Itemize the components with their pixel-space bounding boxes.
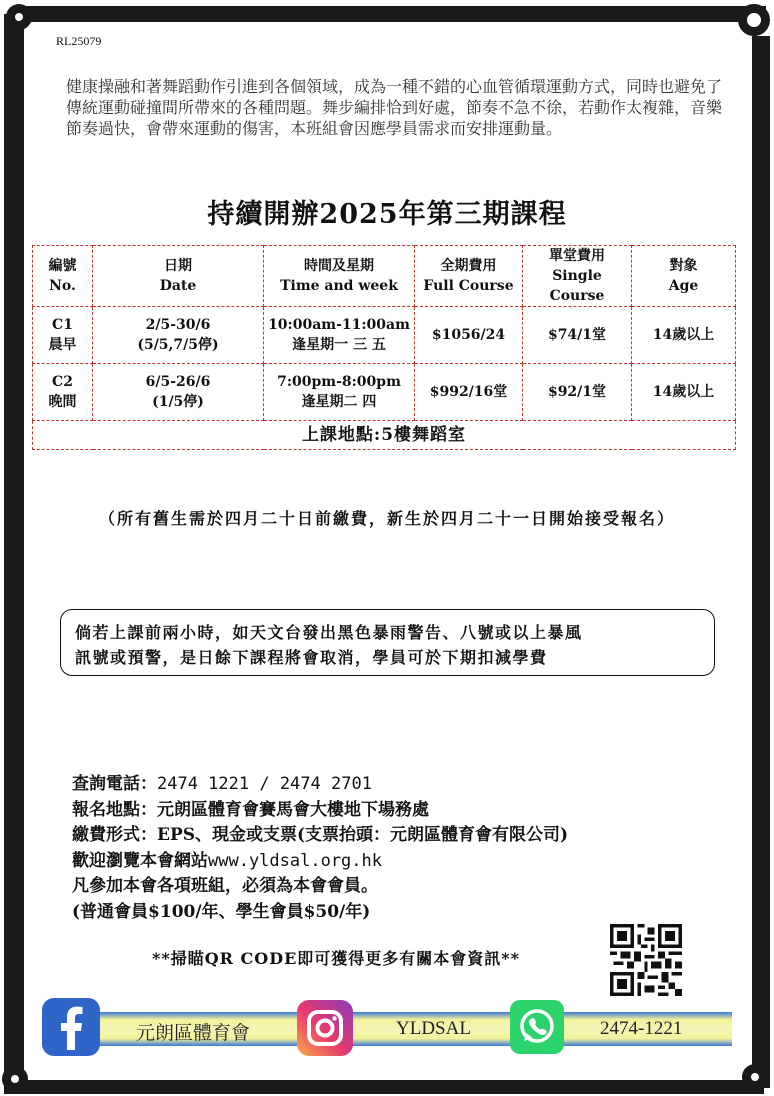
contact-info: [72, 772, 568, 925]
qr-note: **掃瞄QR CODE即可獲得更多有關本會資訊**: [152, 949, 521, 968]
header-age: 對象 Age: [632, 246, 736, 307]
website: 歡迎瀏覽本會網站www.yldsal.org.hk: [72, 850, 382, 871]
scroll-frame-bottom: [4, 1080, 764, 1094]
scroll-curl-icon: [738, 4, 770, 36]
enquiry-phone: 查詢電話：2474 1221 / 2474 2701: [72, 774, 372, 794]
header-no: 編號 No.: [33, 246, 93, 307]
header-time: 時間及星期 Time and week: [264, 246, 415, 307]
qr-code-icon[interactable]: [610, 924, 682, 996]
header-single-course: 單堂費用 Single Course: [523, 246, 632, 307]
scroll-frame-top: [14, 6, 766, 22]
course-no: C2 晚間: [33, 364, 93, 421]
page-title: 持續開辦2025年第三期課程: [207, 199, 567, 230]
course-time: 10:00am-11:00am 逢星期一 三 五: [264, 307, 415, 364]
course-date: 6/5-26/6 (1/5停): [93, 364, 264, 421]
intro-paragraph: 健康操融和著舞蹈動作引進到各個領域，成為一種不錯的心血管循環運動方式，同時也避免了傳統運動碰撞間所帶來的各種問題。舞步編排恰到好處，節奏不急不徐，若動作太複雜，音樂節奏過快，會帶來運動的傷害，本班組會因應學員需求而安排運動量。: [66, 77, 723, 138]
course-no: C1 晨早: [33, 307, 93, 364]
whatsapp-number: 2474-1221: [600, 1018, 683, 1039]
instagram-name: YLDSAL: [396, 1018, 471, 1039]
course-time: 7:00pm-8:00pm 逢星期二 四: [264, 364, 415, 421]
alert-line: 倘若上課前兩小時，如天文台發出黑色暴雨警告、八號或以上暴風: [75, 623, 583, 642]
course-full-fee: $992/16堂: [415, 364, 523, 421]
course-age: 14歲以上: [632, 364, 736, 421]
header-full-course: 全期費用 Full Course: [415, 246, 523, 307]
venue-row: [33, 421, 736, 450]
instagram-icon[interactable]: [297, 1000, 353, 1056]
whatsapp-icon[interactable]: [510, 1000, 564, 1054]
scroll-curl-icon: [6, 4, 32, 30]
membership-requirement: 凡參加本會各項班組，必須為本會會員。: [72, 876, 378, 896]
registration-note: （所有舊生需於四月二十日前繳費，新生於四月二十一日開始接受報名）: [98, 509, 675, 528]
scroll-curl-icon: [2, 1066, 28, 1092]
website-link[interactable]: www.yldsal.org.hk: [208, 850, 382, 871]
payment-methods: 繳費形式：EPS、現金或支票(支票抬頭：元朗區體育會有限公司): [72, 825, 569, 845]
weather-alert-box: [60, 609, 715, 676]
registration-address: 報名地點：元朗區體育會賽馬會大樓地下場務處: [72, 799, 429, 820]
scroll-frame-left: [4, 14, 24, 1094]
course-single-fee: $74/1堂: [523, 307, 632, 364]
course-table: [32, 245, 736, 450]
scroll-curl-icon: [742, 1064, 768, 1090]
alert-line: 訊號或預警，是日餘下課程將會取消，學員可於下期扣減學費: [75, 648, 548, 667]
membership-fees: (普通會員$100/年、學生會員$50/年): [72, 901, 371, 922]
header-date: 日期 Date: [93, 246, 264, 307]
table-row: [33, 364, 736, 421]
facebook-icon[interactable]: [42, 998, 100, 1056]
table-header-row: [33, 246, 736, 307]
venue: 上課地點:5樓舞蹈室: [33, 421, 736, 450]
course-single-fee: $92/1堂: [523, 364, 632, 421]
course-date: 2/5-30/6 (5/5,7/5停): [93, 307, 264, 364]
course-age: 14歲以上: [632, 307, 736, 364]
facebook-name: 元朗區體育會: [136, 1023, 251, 1044]
document-code: RL25079: [56, 34, 102, 48]
course-full-fee: $1056/24: [415, 307, 523, 364]
table-row: [33, 307, 736, 364]
